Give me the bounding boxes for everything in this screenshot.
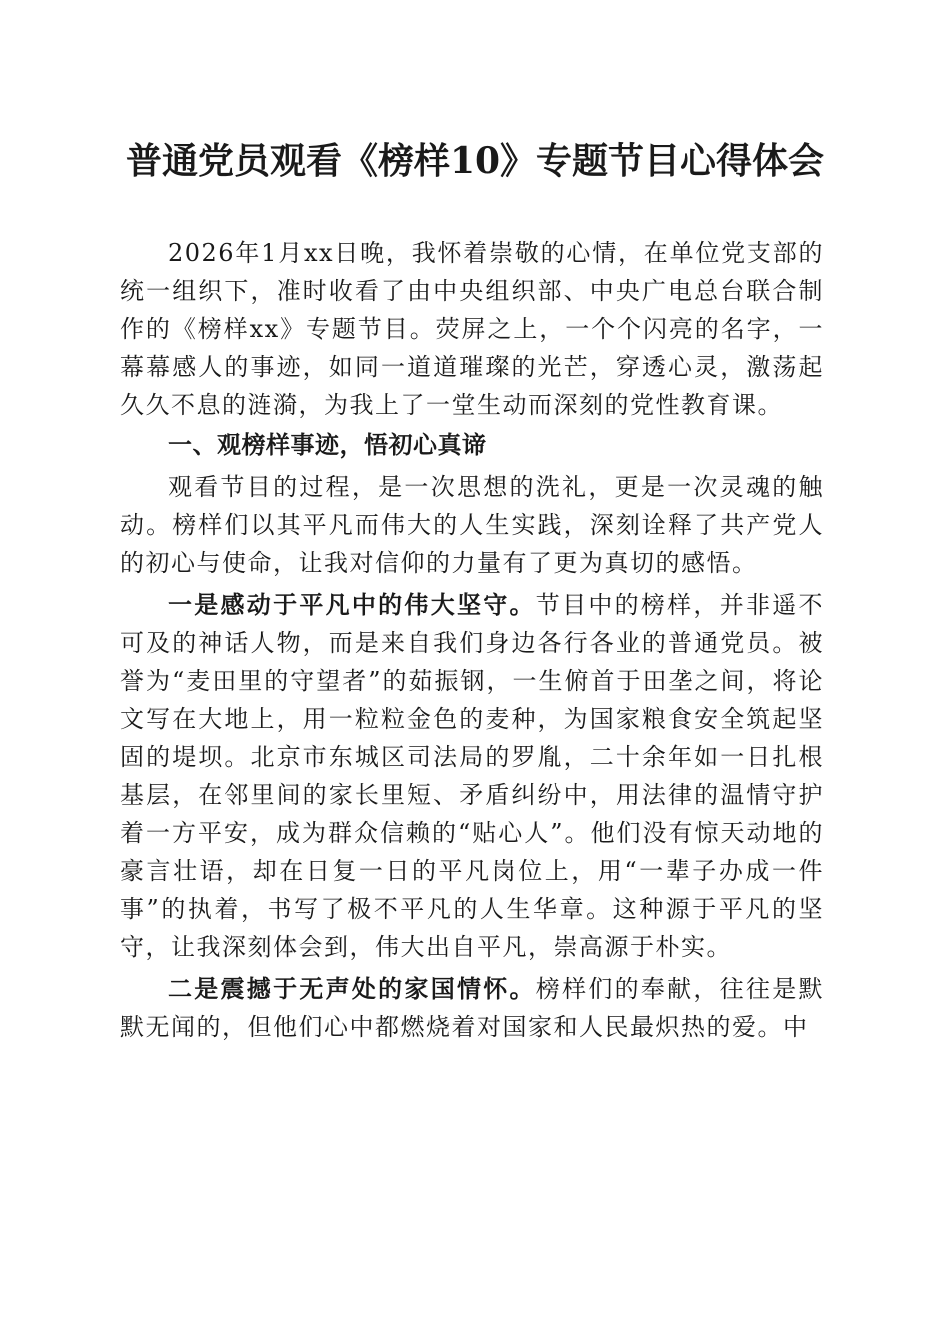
point-two-paragraph [120, 970, 824, 1046]
point-one-lead: 一是感动于平凡中的伟大坚守。 [168, 590, 536, 619]
point-one-text: 节目中的榜样，并非遥不可及的神话人物，而是来自我们身边各行各业的普通党员。被誉为“麦田里的守望者”的茹振钢，一生俯首于田垄之间，将论文写在大地上，用一粒粒金色的麦种，为国家粮食安全筑起坚固的堤坝。北京市东城区司法局的罗胤，二十余年如一日扎根基层，在邻里间的家长里短、矛盾纠纷中，用法律的温情守护着一方平安，成为群众信赖的“贴心人”。他们没有惊天动地的豪言壮语，却在日复一日的平凡岗位上，用“一辈子办成一件事”的执着，书写了极不平凡的人生华章。这种源于平凡的坚守，让我深刻体会到，伟大出自平凡，崇高源于朴实。 [120, 591, 825, 961]
intro-paragraph: 2026年1月xx日晚，我怀着崇敬的心情，在单位党支部的统一组织下，准时收看了由中央组织部、中央广电总台联合制作的《榜样xx》专题节目。荧屏之上，一个个闪亮的名字，一幕幕感人的事迹，如同一道道璀璨的光芒，穿透心灵，激荡起久久不息的涟漪，为我上了一堂生动而深刻的党性教育课。 [120, 239, 824, 419]
point-two-lead: 二是震撼于无声处的家国情怀。 [168, 974, 536, 1003]
section-paragraph: 观看节目的过程，是一次思想的洗礼，更是一次灵魂的触动。榜样们以其平凡而伟大的人生实践，深刻诠释了共产党人的初心与使命，让我对信仰的力量有了更为真切的感悟。 [120, 473, 824, 577]
document-body [120, 234, 824, 1046]
point-two-text: 榜样们的奉献，往往是默默无闻的，但他们心中都燃烧着对国家和人民最炽热的爱。中 [120, 975, 825, 1041]
section-heading: 一、观榜样事迹，悟初心真谛 [168, 431, 487, 459]
point-one-paragraph [120, 586, 824, 966]
document-title: 普通党员观看《榜样10》专题节目心得体会 [125, 140, 825, 182]
